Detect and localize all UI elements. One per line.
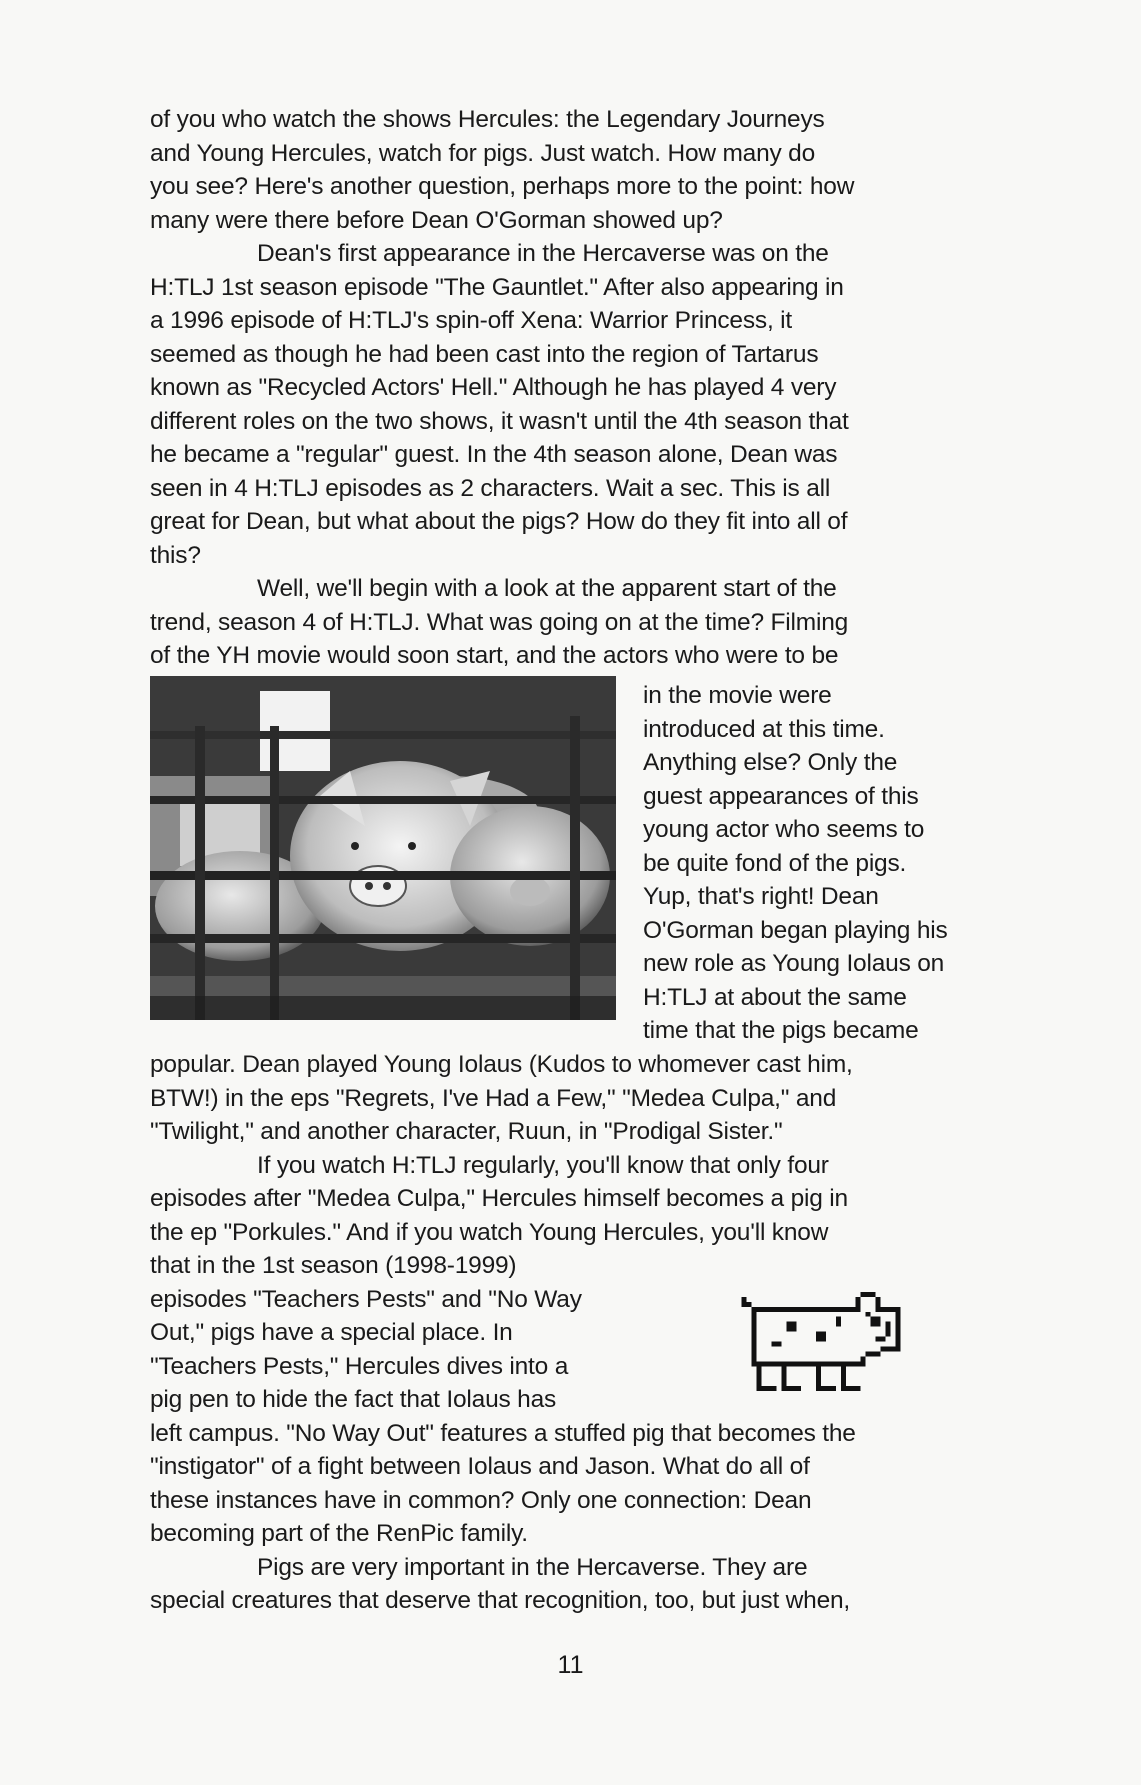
text-line: these instances have in common? Only one connection: Dean bbox=[150, 1486, 812, 1514]
text-line: "Teachers Pests," Hercules dives into a bbox=[150, 1352, 569, 1380]
text-line: guest appearances of this bbox=[643, 782, 919, 810]
text-line: O'Gorman began playing his bbox=[643, 916, 948, 944]
text-line: you see? Here's another question, perhaps more to the point: how bbox=[150, 173, 855, 200]
pigs-in-pen-image bbox=[150, 676, 616, 1020]
text-line: this? bbox=[150, 541, 201, 569]
text-line: be quite fond of the pigs. bbox=[643, 849, 907, 877]
pixel-pig-icon bbox=[741, 1287, 911, 1401]
text-line: of the YH movie would soon start, and the actors who were to be bbox=[150, 642, 839, 669]
text-line: great for Dean, but what about the pigs? How do they fit into all of bbox=[150, 508, 848, 535]
text-line: introduced at this time. bbox=[643, 715, 885, 743]
text-line: trend, season 4 of H:TLJ. What was going on at the time? Filming bbox=[150, 608, 849, 636]
text-line: H:TLJ at about the same bbox=[643, 983, 907, 1011]
text-line: different roles on the two shows, it wasn't until the 4th season that bbox=[150, 407, 849, 435]
text-line: If you watch H:TLJ regularly, you'll know that only four bbox=[257, 1151, 829, 1179]
page-number: 11 bbox=[557, 1651, 584, 1679]
text-line: episodes "Teachers Pests" and "No Way bbox=[150, 1285, 582, 1313]
text-line: H:TLJ 1st season episode "The Gauntlet." After also appearing in bbox=[150, 273, 844, 301]
text-line: Out," pigs have a special place. In bbox=[150, 1319, 513, 1346]
text-line: new role as Young Iolaus on bbox=[643, 950, 945, 977]
text-line: Pigs are very important in the Hercaverse. They are bbox=[257, 1553, 808, 1581]
text-line: a 1996 episode of H:TLJ's spin-off Xena: Warrior Princess, it bbox=[150, 307, 793, 334]
text-line: seen in 4 H:TLJ episodes as 2 characters. Wait a sec. This is all bbox=[150, 474, 831, 502]
text-line: of you who watch the shows Hercules: the Legendary Journeys bbox=[150, 106, 825, 133]
text-line: Well, we'll begin with a look at the apparent start of the bbox=[257, 575, 837, 602]
text-line: he became a "regular" guest. In the 4th season alone, Dean was bbox=[150, 441, 838, 468]
pigs-photo bbox=[150, 676, 616, 1020]
text-line: that in the 1st season (1998-1999) bbox=[150, 1252, 517, 1279]
text-line: left campus. "No Way Out" features a stuffed pig that becomes the bbox=[150, 1419, 856, 1447]
text-line: Dean's first appearance in the Hercaverse was on the bbox=[257, 240, 829, 267]
text-line: becoming part of the RenPic family. bbox=[150, 1520, 528, 1547]
text-line: in the movie were bbox=[643, 682, 832, 709]
text-line: Anything else? Only the bbox=[643, 749, 898, 776]
text-line: many were there before Dean O'Gorman showed up? bbox=[150, 206, 723, 234]
text-block-wrap-photo bbox=[643, 679, 1023, 1048]
text-line: BTW!) in the eps "Regrets, I've Had a Few," "Medea Culpa," and bbox=[150, 1084, 837, 1112]
text-line: seemed as though he had been cast into the region of Tartarus bbox=[150, 340, 819, 368]
text-line: and Young Hercules, watch for pigs. Just watch. How many do bbox=[150, 139, 816, 167]
text-line: "instigator" of a fight between Iolaus and Jason. What do all of bbox=[150, 1453, 810, 1480]
text-block-top bbox=[150, 103, 1015, 673]
text-line: young actor who seems to bbox=[643, 816, 925, 843]
text-line: time that the pigs became bbox=[643, 1017, 919, 1044]
text-line: the ep "Porkules." And if you watch Young Hercules, you'll know bbox=[150, 1218, 829, 1246]
text-line: Yup, that's right! Dean bbox=[643, 883, 879, 910]
text-line: "Twilight," and another character, Ruun, in "Prodigal Sister." bbox=[150, 1118, 783, 1145]
text-line: pig pen to hide the fact that Iolaus has bbox=[150, 1386, 557, 1413]
text-line: popular. Dean played Young Iolaus (Kudos to whomever cast him, bbox=[150, 1051, 853, 1078]
text-line: episodes after "Medea Culpa," Hercules himself becomes a pig in bbox=[150, 1185, 848, 1212]
text-line: known as "Recycled Actors' Hell." Although he has played 4 very bbox=[150, 374, 837, 401]
text-line: special creatures that deserve that recognition, too, but just when, bbox=[150, 1587, 851, 1614]
